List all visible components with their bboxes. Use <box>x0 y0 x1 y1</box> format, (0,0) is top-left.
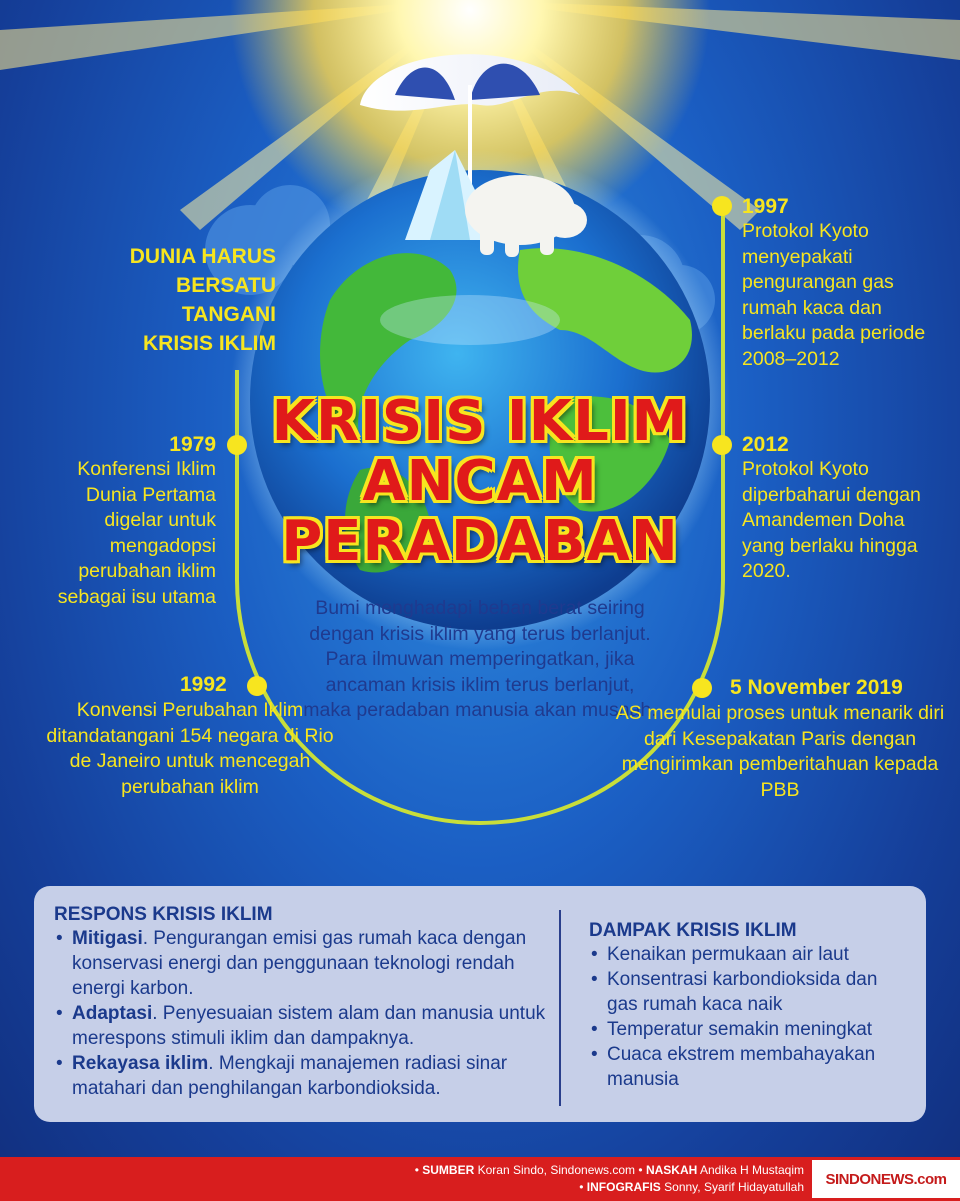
slogan <box>60 242 276 358</box>
timeline-year-2012: 2012 <box>742 433 789 456</box>
infografis-label: INFOGRAFIS <box>586 1180 661 1194</box>
timeline-year-1992: 1992 <box>180 673 227 696</box>
respons-term: Adaptasi <box>72 1003 153 1024</box>
timeline-dot-1997 <box>712 196 732 216</box>
respons-section <box>54 904 559 1101</box>
title-line: KRISIS IKLIM <box>271 389 689 454</box>
sumber-value: Koran Sindo, Sindonews.com <box>477 1163 636 1177</box>
timeline-text-1997: Protokol Kyoto menyepakati pengurangan gas rumah kaca dan berlaku pada periode 2008–2012 <box>742 220 926 370</box>
slogan-line: TANGANI <box>181 303 276 326</box>
panel-divider <box>559 910 561 1106</box>
respons-item <box>54 1051 559 1101</box>
respons-item <box>54 926 559 1001</box>
respons-item <box>54 1001 559 1051</box>
dampak-item: • Kenaikan permukaan air laut <box>589 942 909 967</box>
dampak-item: • Konsentrasi karbondioksida dan gas rumah kaca naik <box>589 967 909 1017</box>
timeline-dot-1992 <box>247 676 267 696</box>
respons-heading: RESPONS KRISIS IKLIM <box>54 904 273 925</box>
title-line: ANCAM <box>362 449 598 514</box>
dampak-item: • Cuaca ekstrem membahayakan manusia <box>589 1042 909 1092</box>
credits-line-2: • INFOGRAFIS Sonny, Syarif Hidayatullah <box>579 1180 804 1194</box>
timeline-year-1979: 1979 <box>169 433 216 456</box>
infografis-value: Sonny, Syarif Hidayatullah <box>664 1180 804 1194</box>
main-title <box>240 389 720 574</box>
slogan-line: BERSATU <box>176 274 276 297</box>
sumber-label: SUMBER <box>422 1163 475 1177</box>
respons-list <box>54 926 559 1101</box>
timeline-text-1992: Konvensi Perubahan Iklim ditandatangani 154 negara di Rio de Janeiro untuk mencegah perubahan iklim <box>46 699 334 798</box>
dampak-section <box>589 920 909 1092</box>
naskah-value: Andika H Mustaqim <box>699 1163 804 1177</box>
respons-desc: . Penyesuaian sistem alam dan manusia untuk merespons stimuli iklim dan dampaknya. <box>72 1003 546 1049</box>
info-panel <box>34 886 926 1122</box>
respons-desc: . Pengurangan emisi gas rumah kaca dengan konservasi energi dan penggunaan teknologi rendah energi karbon. <box>72 928 527 999</box>
intro-paragraph: Bumi menghadapi beban berat seiring dengan krisis iklim yang terus berlanjut. Para ilmuwan memperingatkan, jika ancaman krisis iklim terus berlanjut, maka peradaban manusia akan musnah. <box>303 597 657 721</box>
dampak-list <box>589 942 909 1092</box>
timeline-dot-2012 <box>712 435 732 455</box>
dampak-heading: DAMPAK KRISIS IKLIM <box>589 920 797 941</box>
slogan-line: DUNIA HARUS <box>129 245 276 268</box>
dampak-item: • Temperatur semakin meningkat <box>589 1017 909 1042</box>
timeline-text-2019: AS memulai proses untuk menarik diri dari Kesepakatan Paris dengan mengirimkan pemberitahuan kepada PBB <box>615 702 945 801</box>
timeline-text-2012: Protokol Kyoto diperbaharui dengan Amandemen Doha yang berlaku hingga 2020. <box>742 458 921 582</box>
title-line: PERADABAN <box>281 509 679 574</box>
naskah-label: NASKAH <box>645 1163 698 1177</box>
respons-term: Rekayasa iklim <box>72 1053 209 1074</box>
timeline-year-1997: 1997 <box>742 195 789 218</box>
timeline-dot-1979 <box>227 435 247 455</box>
slogan-line: KRISIS IKLIM <box>142 332 276 355</box>
timeline-dot-2019 <box>692 678 712 698</box>
timeline-text-1979: Konferensi Iklim Dunia Pertama digelar untuk mengadopsi perubahan iklim sebagai isu utama <box>57 458 216 608</box>
credits-line-1: • SUMBER Koran Sindo, Sindonews.com • NASKAH Andika H Mustaqim <box>414 1163 804 1177</box>
sindonews-logo[interactable]: SINDONEWS.com <box>812 1160 960 1198</box>
respons-term: Mitigasi <box>72 928 143 949</box>
credits <box>415 1162 804 1196</box>
timeline-year-2019: 5 November 2019 <box>730 676 903 699</box>
respons-desc: . Mengkaji manajemen radiasi sinar matahari dan penghilangan karbondioksida. <box>72 1053 508 1099</box>
